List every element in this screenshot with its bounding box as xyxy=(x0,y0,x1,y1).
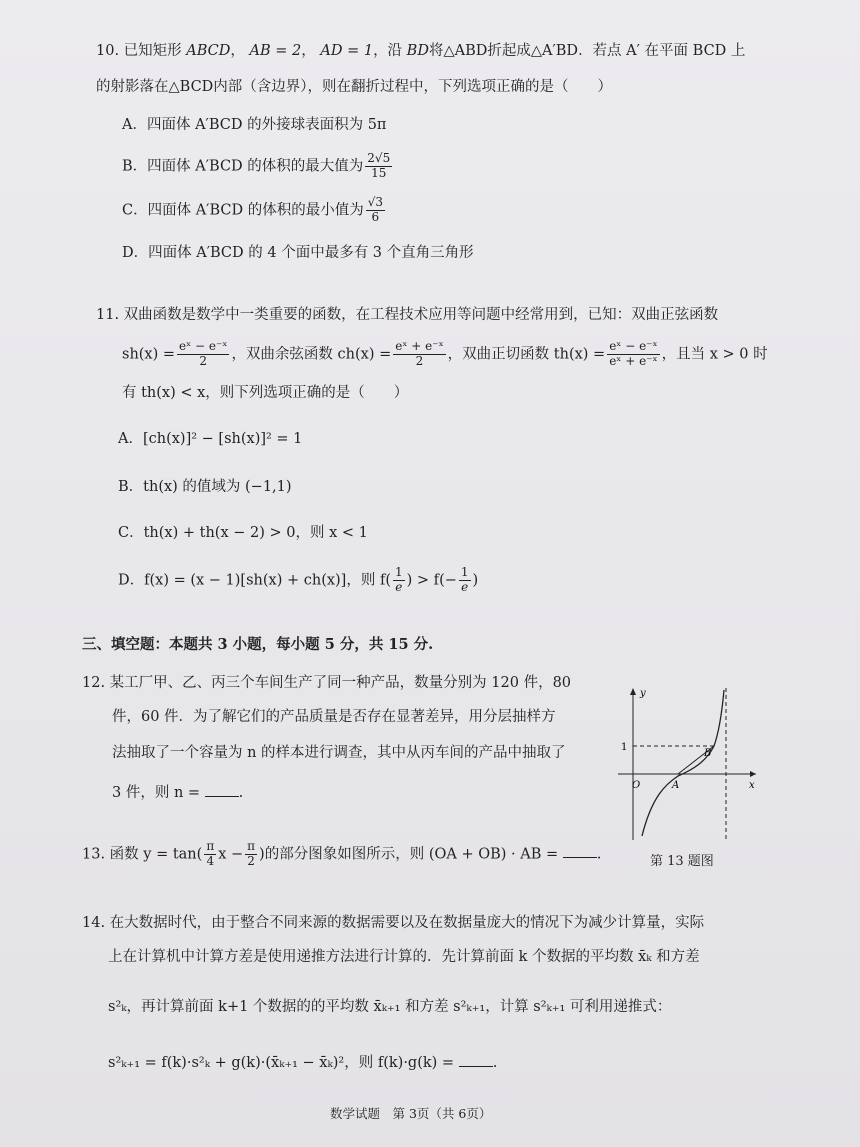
q11-line3: 有 th(x) < x，则下列选项正确的是（ ） xyxy=(122,385,409,401)
y-axis-arrow xyxy=(630,688,636,695)
q10-option-a: A．四面体 A′BCD 的外接球表面积为 5π xyxy=(122,117,387,133)
q13-line: 13. 函数 y = tan( $\frac{\pi}{4}$ x − $\frac{\pi}{2}$ )的部分图象如图所示，则 (OA + OB) · AB = . xyxy=(82,839,602,868)
q11-option-a: A．[ch(x)]² − [sh(x)]² = 1 xyxy=(118,431,303,447)
q10-option-c: C．四面体 A′BCD 的体积的最小值为 $\frac{√3}{6}$ xyxy=(122,195,384,224)
tangent-curve xyxy=(642,690,724,836)
page-footer: 数学试题 第 3页（共 6页） xyxy=(330,1106,492,1121)
q10-option-d: D．四面体 A′BCD 的 4 个面中最多有 3 个直角三角形 xyxy=(122,245,474,261)
point-b-label: B xyxy=(704,748,712,759)
q11-option-d: D．f(x) = (x − 1)[sh(x) + ch(x)]，则 f( $\frac{1}{e}$ ) > f(− $\frac{1}{e}$ ) xyxy=(118,565,479,594)
q14-line3: s²ₖ，再计算前面 k+1 个数据的的平均数 x̄ₖ₊₁ 和方差 s²ₖ₊₁，计算 s²ₖ₊₁ 可利用递推式： xyxy=(108,999,672,1015)
y-label: y xyxy=(640,688,646,699)
q12-line1: 12. 某工厂甲、乙、丙三个车间生产了同一种产品，数量分别为 120 件，80 xyxy=(82,675,572,691)
q10-line1: 10. 已知矩形 ABCD， AB = 2， AD = 1，沿 BD将△ABD折起成△A′BD．若点 A′ 在平面 BCD 上 xyxy=(96,43,746,59)
q13-figure-caption: 第 13 题图 xyxy=(650,854,714,869)
one-label: 1 xyxy=(621,742,628,753)
origin-label: O xyxy=(632,780,641,791)
q11-line1: 11. 双曲函数是数学中一类重要的函数，在工程技术应用等问题中经常用到，已知：双曲正弦函数 xyxy=(96,307,719,323)
q11-option-b: B．th(x) 的值域为 (−1,1) xyxy=(118,479,292,495)
q10-option-b: B．四面体 A′BCD 的体积的最大值为 $\frac{2√5}{15}$ xyxy=(122,151,391,180)
point-a-label: A xyxy=(672,780,680,791)
q11-option-c: C．th(x) + th(x − 2) > 0，则 x < 1 xyxy=(118,525,368,541)
q14-line2: 上在计算机中计算方差是使用递推方法进行计算的．先计算前面 k 个数据的平均数 x̄ₖ 和方差 xyxy=(108,949,700,965)
q13-function-graph xyxy=(618,684,760,842)
q14-answer-blank xyxy=(459,1054,493,1067)
x-axis-arrow xyxy=(750,771,756,777)
q11-line2: sh(x) = $\frac{\text{eˣ − e⁻ˣ}}{2}$ ，双曲余弦函数 ch(x) = $\frac{\text{eˣ + e⁻ˣ}}{2}$ ，双曲正切函数 th(x) = $\frac{\text{eˣ − e⁻ˣ}}{\text{eˣ + e⁻ˣ}}$ ，且当 x > 0 时 xyxy=(122,339,768,368)
q12-line2: 件，60 件．为了解它们的产品质量是否存在显著差异，用分层抽样方 xyxy=(112,709,556,725)
q12-line4: 3 件，则 n = . xyxy=(112,785,244,801)
x-label: x xyxy=(749,780,755,791)
q13-answer-blank xyxy=(563,845,597,858)
q14-line1: 14. 在大数据时代，由于整合不同来源的数据需要以及在数据量庞大的情况下为减少计算量，实际 xyxy=(82,915,705,931)
q12-line3: 法抽取了一个容量为 n 的样本进行调查，其中从丙车间的产品中抽取了 xyxy=(112,745,566,761)
section-3-heading: 三、填空题：本题共 3 小题，每小题 5 分，共 15 分. xyxy=(82,636,434,653)
q14-line4: s²ₖ₊₁ = f(k)·s²ₖ + g(k)·(x̄ₖ₊₁ − x̄ₖ)²，则 f(k)·g(k) = . xyxy=(108,1055,498,1071)
q12-answer-blank xyxy=(205,784,239,797)
q10-line2: 的射影落在△BCD内部（含边界），则在翻折过程中，下列选项正确的是（ ） xyxy=(96,79,613,95)
